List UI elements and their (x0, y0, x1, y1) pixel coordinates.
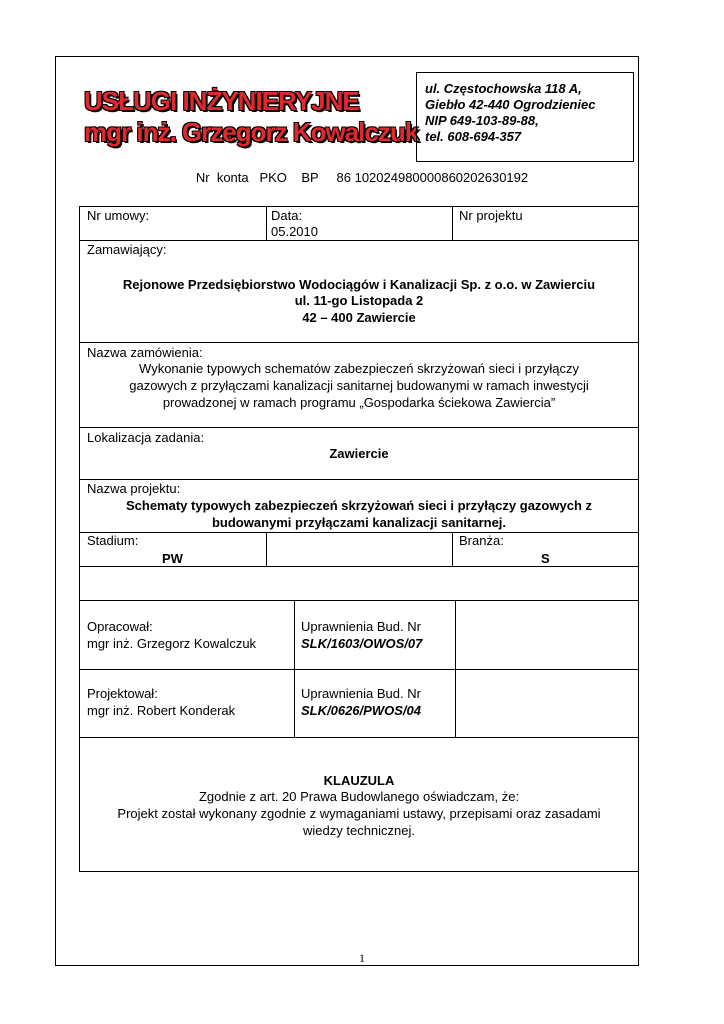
page-number: 1 (359, 951, 365, 965)
clause-line-1: Zgodnie z art. 20 Prawa Budowlanego oświadczam, że: (198, 789, 520, 804)
designed-license-label: Uprawnienia Bud. Nr (301, 686, 421, 701)
address-phone: tel. 608-694-357 (425, 129, 522, 144)
clause-line-3: wiedzy technicznej. (303, 823, 415, 838)
branch-label: Branża: (459, 533, 504, 548)
designed-label: Projektował: (87, 686, 158, 701)
date-value: 05.2010 (271, 224, 318, 239)
order-line-2: gazowych z przyłączami kanalizacji sanitarnej budowanymi w ramach inwestycji (129, 378, 589, 393)
logo-line-1: USŁUGI INŻYNIERYJNE (84, 86, 359, 116)
client-name: Rejonowe Przedsiębiorstwo Wodociągów i Kanalizacji Sp. z o.o. w Zawierciu (122, 277, 596, 292)
location-label: Lokalizacja zadania: (87, 430, 205, 445)
order-line-3: prowadzonej w ramach programu „Gospodarka ściekowa Zawiercia” (162, 395, 556, 410)
prepared-name: mgr inż. Grzegorz Kowalczuk (87, 636, 257, 651)
date-label: Data: (271, 208, 303, 223)
project-line-1: Schematy typowych zabezpieczeń skrzyżowań sieci i przyłączy gazowych z (125, 498, 592, 513)
location-value: Zawiercie (329, 446, 389, 461)
branch-value: S (541, 551, 550, 566)
prepared-label: Opracował: (87, 619, 153, 634)
order-line-1: Wykonanie typowych schematów zabezpieczeń skrzyżowań sieci i przyłączy (139, 361, 579, 376)
clause-title: KLAUZULA (323, 773, 395, 788)
prepared-license: SLK/1603/OWOS/07 (301, 636, 423, 651)
designed-name: mgr inż. Robert Konderak (87, 703, 236, 718)
prepared-license-label: Uprawnienia Bud. Nr (301, 619, 421, 634)
project-label: Nazwa projektu: (87, 481, 181, 496)
client-street: ul. 11-go Listopada 2 (294, 293, 424, 308)
address-street: ul. Częstochowska 118 A, (425, 81, 582, 96)
order-label: Nazwa zamówienia: (87, 345, 203, 360)
project-line-2: budowanymi przyłączami kanalizacji sanitarnej. (211, 515, 507, 530)
address-city: Giebło 42-440 Ogrodzieniec (425, 97, 596, 112)
company-logo (84, 86, 419, 148)
clause-line-2: Projekt został wykonany zgodnie z wymaganiami ustawy, przepisami oraz zasadami (117, 806, 601, 821)
stage-label: Stadium: (87, 533, 139, 548)
project-number-label: Nr projektu (459, 208, 523, 223)
client-label: Zamawiający: (87, 242, 167, 257)
logo-line-2: mgr inż. Grzegorz Kowalczuk (84, 117, 419, 147)
client-city: 42 – 400 Zawiercie (302, 310, 416, 325)
designed-license: SLK/0626/PWOS/04 (301, 703, 421, 718)
stage-value: PW (162, 551, 183, 566)
address-nip: NIP 649-103-89-88, (425, 113, 539, 128)
address-box (416, 72, 634, 162)
contract-label: Nr umowy: (87, 208, 150, 223)
bank-account: Nr konta PKO BP 86 1020249800008602026301​92 (195, 170, 529, 185)
